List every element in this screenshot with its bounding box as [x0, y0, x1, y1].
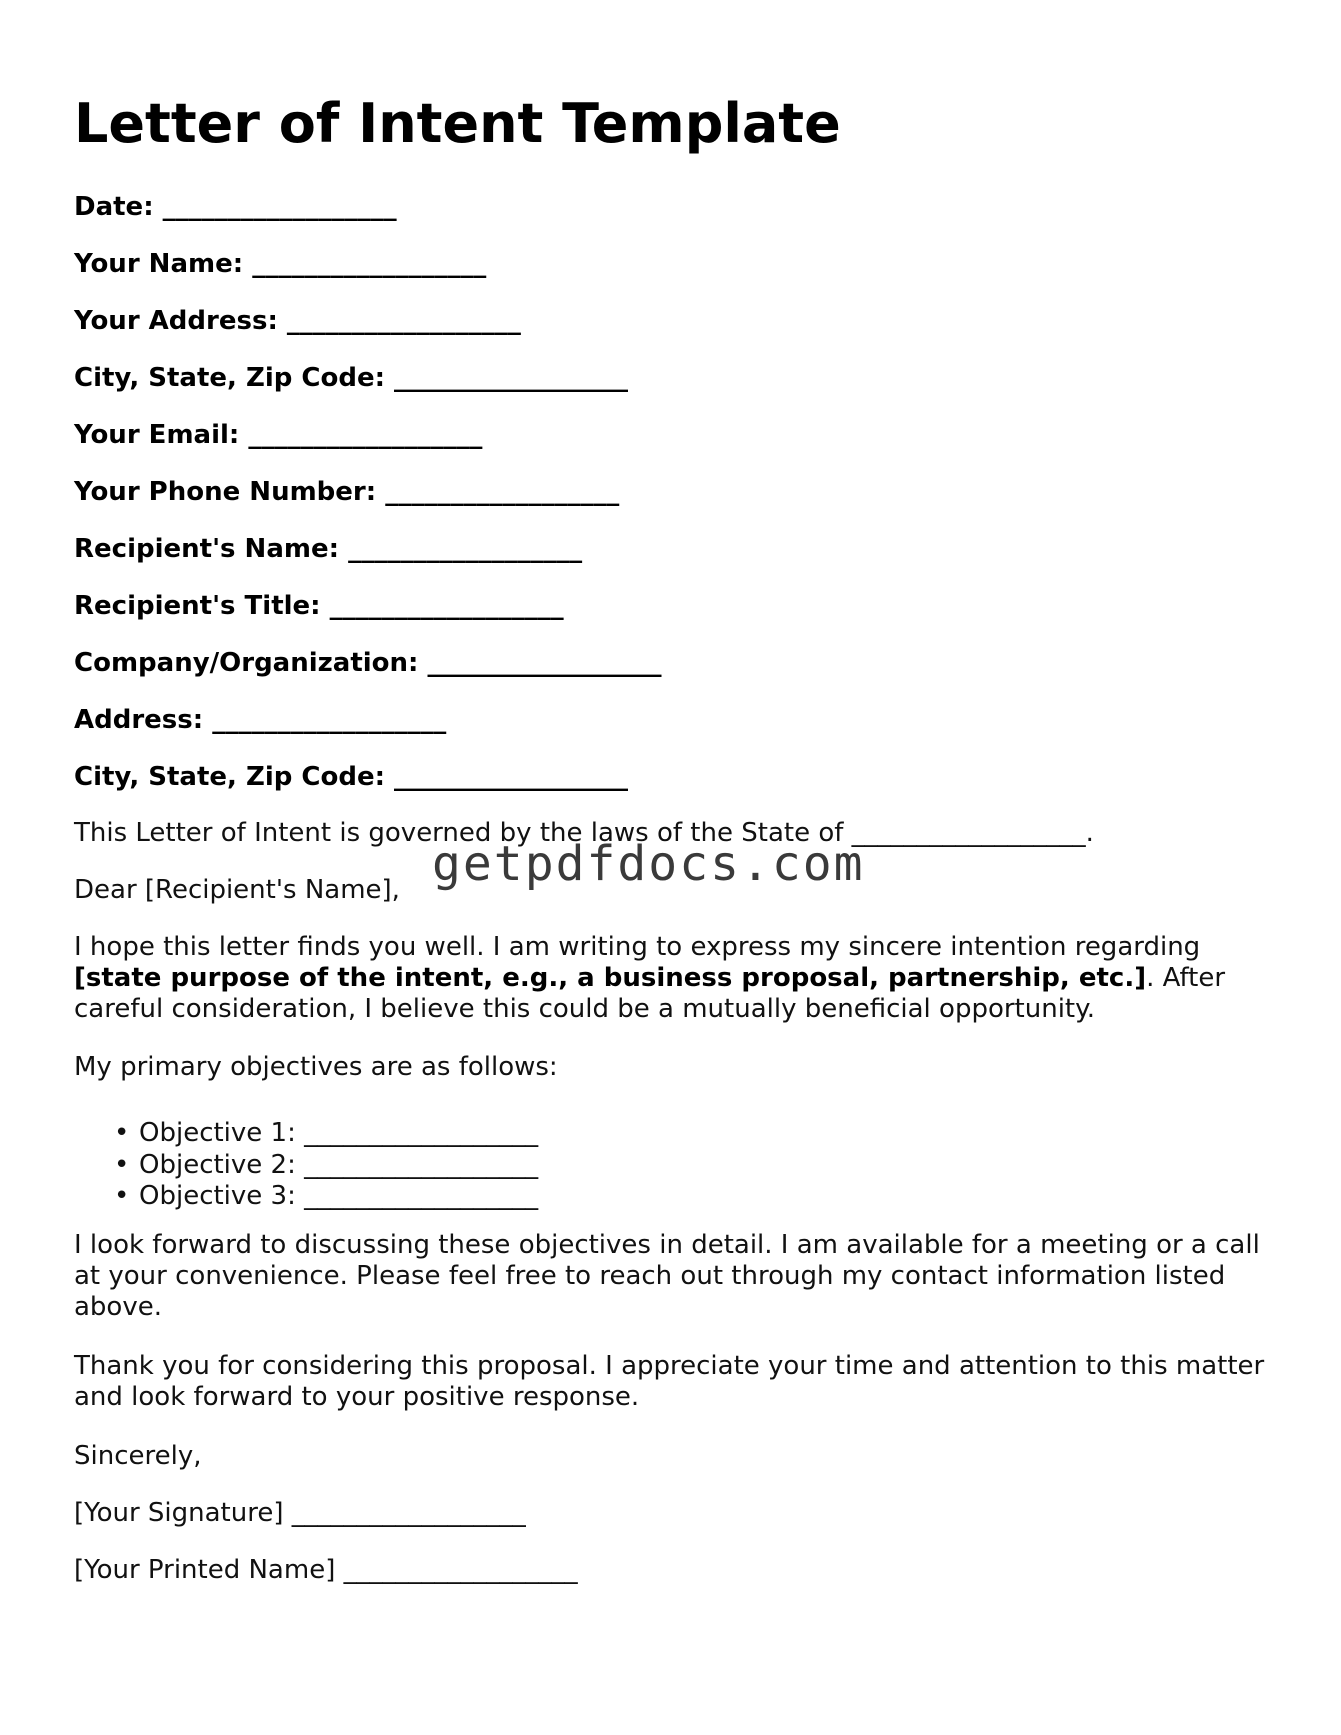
printed-name-line: [74, 1555, 1274, 1586]
field-your-name: [74, 247, 486, 281]
page-title: Letter of Intent Template: [74, 92, 841, 155]
field-label: Your Email:: [74, 420, 240, 450]
field-your-email: [74, 418, 482, 452]
list-item: [74, 1181, 538, 1213]
field-label: Company/Organization:: [74, 648, 419, 678]
field-your-city-state-zip: [74, 361, 628, 395]
printed-name-label: [Your Printed Name]: [74, 1555, 336, 1585]
field-your-address: [74, 304, 521, 338]
field-label: Your Phone Number:: [74, 477, 377, 507]
field-label: Your Name:: [74, 249, 244, 279]
field-your-phone: [74, 475, 619, 509]
field-label: Date:: [74, 192, 154, 222]
field-label: Recipient's Name:: [74, 534, 339, 564]
field-label: City, State, Zip Code:: [74, 762, 385, 792]
field-blank: __________________: [348, 534, 583, 564]
objectives-intro: My primary objectives are as follows:: [74, 1052, 558, 1082]
intro-paragraph: [74, 932, 1274, 1025]
field-blank: __________________: [252, 249, 487, 279]
objective-label: Objective 2:: [139, 1149, 296, 1180]
governing-law-text: This Letter of Intent is governed by the laws of the State of: [74, 818, 844, 848]
field-company: [74, 646, 662, 680]
field-label: Your Address:: [74, 306, 278, 336]
field-blank: __________________: [286, 306, 521, 336]
intro-purpose-placeholder: [state purpose of the intent, e.g., a business proposal, partnership, etc.]: [74, 963, 1147, 993]
intro-text-cont: . After careful consideration, I believe this could be a mutually beneficial opportunity.: [74, 963, 1226, 1024]
intro-text: I hope this letter finds you well. I am writing to express my sincere intention regarding: [74, 932, 1201, 962]
field-blank: __________________: [212, 705, 447, 735]
followup-paragraph: I look forward to discussing these objectives in detail. I am available for a meeting or a call at your convenience. Please feel free to reach out through my contact information listed above.: [74, 1230, 1260, 1322]
bullet-icon: •: [114, 1149, 130, 1180]
field-label: Address:: [74, 705, 204, 735]
field-blank: __________________: [162, 192, 397, 222]
bullet-icon: •: [114, 1181, 130, 1211]
objective-blank: __________________: [304, 1181, 539, 1211]
field-recipient-address: [74, 703, 446, 737]
field-blank: __________________: [385, 477, 620, 507]
salutation: Dear [Recipient's Name],: [74, 875, 400, 905]
objective-label: Objective 3:: [139, 1181, 296, 1211]
field-recipient-title: [74, 589, 564, 623]
field-label: Recipient's Title:: [74, 591, 321, 621]
field-blank: __________________: [394, 762, 629, 792]
bullet-icon: •: [114, 1118, 130, 1148]
objectives-list: [74, 1118, 538, 1213]
closing: Sincerely,: [74, 1441, 202, 1471]
objective-blank: __________________: [304, 1118, 539, 1148]
field-recipient-city-state-zip: [74, 760, 628, 794]
governing-law-end: .: [1085, 818, 1094, 848]
field-blank: __________________: [248, 420, 483, 450]
signature-label: [Your Signature]: [74, 1498, 284, 1528]
field-date: [74, 190, 397, 224]
field-label: City, State, Zip Code:: [74, 363, 385, 393]
objective-blank: __________________: [304, 1149, 539, 1180]
field-recipient-name: [74, 532, 582, 566]
list-item: [74, 1118, 538, 1150]
field-blank: __________________: [394, 363, 629, 393]
watermark: getpdfdocs.com: [432, 836, 865, 892]
thanks-paragraph: Thank you for considering this proposal. I appreciate your time and attention to this matter and look forward to your positive response.: [74, 1351, 1265, 1412]
printed-name-blank: __________________: [343, 1555, 578, 1585]
list-item: [74, 1150, 538, 1182]
objective-label: Objective 1:: [139, 1118, 296, 1148]
field-blank: __________________: [329, 591, 564, 621]
signature-blank: __________________: [291, 1498, 526, 1528]
field-blank: __________________: [427, 648, 662, 678]
governing-law-blank: __________________: [851, 818, 1086, 848]
signature-line: [74, 1498, 1274, 1529]
